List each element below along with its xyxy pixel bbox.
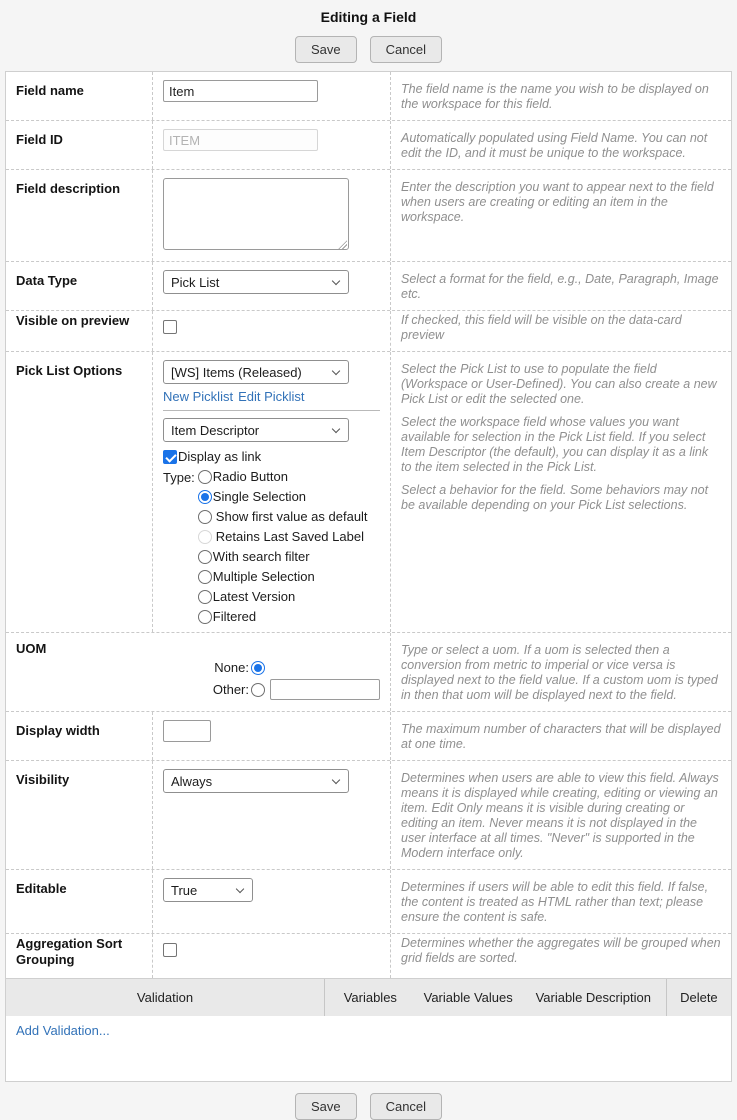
type-radio-retains-last-saved-label <box>198 530 212 544</box>
display-as-link-label: Display as link <box>178 449 262 464</box>
validation-table-body <box>6 1016 731 1081</box>
uom-none-label: None: <box>214 660 249 675</box>
aggregation-sort-grouping-checkbox[interactable] <box>163 943 177 957</box>
chevron-down-icon <box>332 367 340 375</box>
cancel-button-bottom[interactable]: Cancel <box>370 1093 442 1120</box>
uom-label: UOM <box>16 641 47 656</box>
type-radio-single-selection[interactable] <box>198 490 212 504</box>
data-type-select[interactable] <box>163 270 349 294</box>
page-title: Editing a Field <box>320 9 417 25</box>
data-type-label: Data Type <box>6 262 153 310</box>
form-row-pick-list-options <box>6 351 731 632</box>
field-name-label: Field name <box>6 72 153 120</box>
type-radio-label: Radio Button <box>212 469 288 484</box>
field-description-textarea[interactable] <box>163 178 349 250</box>
chevron-down-icon <box>332 425 340 433</box>
picklist-description-3: Select a behavior for the field. Some behaviors may not be available depending on your Pick List selections. <box>401 483 709 512</box>
visible-on-preview-description: If checked, this field will be visible on the data-card preview <box>401 313 682 342</box>
field-id-input <box>163 129 318 151</box>
descriptor-selected-value: Item Descriptor <box>171 422 260 438</box>
form-row-editable <box>6 869 731 933</box>
field-description-label: Field description <box>6 170 153 261</box>
visible-on-preview-label: Visible on preview <box>6 311 153 351</box>
type-radio-label: With search filter <box>212 549 310 564</box>
divider <box>163 410 380 411</box>
display-width-description: The maximum number of characters that will be displayed at one time. <box>401 722 721 751</box>
delete-column-header: Delete <box>666 979 731 1016</box>
type-radio-label: Single Selection <box>212 489 307 504</box>
editable-label: Editable <box>6 870 153 933</box>
type-radio-label: Latest Version <box>212 589 296 604</box>
form-row-data-type <box>6 261 731 310</box>
type-radio-with-search-filter[interactable] <box>198 550 212 564</box>
uom-none-radio[interactable] <box>251 661 265 675</box>
data-type-description: Select a format for the field, e.g., Date, Paragraph, Image etc. <box>401 272 719 301</box>
form-row-visibility <box>6 760 731 869</box>
type-radio-label: Show first value as default <box>215 509 368 524</box>
visibility-select[interactable] <box>163 769 349 793</box>
field-description-description: Enter the description you want to appear next to the field when users are creating or editing an item in the workspace. <box>401 180 714 224</box>
type-label: Type: <box>163 470 195 485</box>
validation-table-header <box>6 979 731 1016</box>
display-as-link-checkbox[interactable] <box>163 450 177 464</box>
field-name-description: The field name is the name you wish to be displayed on the workspace for this field. <box>401 82 709 111</box>
form-row-display-width <box>6 711 731 760</box>
variable-description-column-header: Variable Description <box>535 990 651 1005</box>
cancel-button-top[interactable]: Cancel <box>370 36 442 63</box>
field-id-description: Automatically populated using Field Name. You can not edit the ID, and it must be unique to the workspace. <box>401 131 708 160</box>
aggregation-sort-grouping-description: Determines whether the aggregates will be grouped when grid fields are sorted. <box>401 936 721 965</box>
field-name-input[interactable] <box>163 80 318 102</box>
type-radio-group <box>163 469 380 624</box>
uom-description: Type or select a uom. If a uom is selected then a conversion from metric to imperial or vice versa is displayed next to the field value. If a custom uom is typed in then that uom will be displayed next to the field. <box>401 643 718 702</box>
chevron-down-icon <box>332 776 340 784</box>
form-row-field-description <box>6 169 731 261</box>
editable-select[interactable] <box>163 878 253 902</box>
form-row-uom <box>6 632 731 711</box>
bottom-action-bar <box>0 1093 737 1120</box>
type-radio-filtered[interactable] <box>198 610 212 624</box>
picklist-selected-value: [WS] Items (Released) <box>171 364 302 380</box>
data-type-selected-value: Pick List <box>171 274 220 290</box>
edit-picklist-link[interactable]: Edit Picklist <box>238 389 305 404</box>
add-validation-link[interactable]: Add Validation... <box>16 1023 110 1038</box>
type-radio-multiple-selection[interactable] <box>198 570 212 584</box>
uom-other-radio[interactable] <box>251 683 265 697</box>
form-row-field-name <box>6 72 731 120</box>
type-radio-latest-version[interactable] <box>198 590 212 604</box>
type-radio-label: Filtered <box>212 609 257 624</box>
visibility-selected-value: Always <box>171 773 213 789</box>
top-action-bar <box>0 36 737 63</box>
aggregation-sort-grouping-label: Aggregation Sort Grouping <box>6 934 153 978</box>
chevron-down-icon <box>236 885 244 893</box>
variables-column-header: Variables <box>343 990 397 1005</box>
variable-values-column-header: Variable Values <box>423 990 513 1005</box>
editable-description: Determines if users will be able to edit this field. If false, the content is treated as HTML rather than text; please ensure the content is safe. <box>401 880 709 924</box>
save-button-top[interactable]: Save <box>295 36 357 63</box>
save-button-bottom[interactable]: Save <box>295 1093 357 1120</box>
uom-other-label: Other: <box>212 682 249 697</box>
validation-column-header: Validation <box>6 979 325 1016</box>
validation-table <box>6 978 731 1081</box>
picklist-select[interactable] <box>163 360 349 384</box>
field-id-label: Field ID <box>6 121 153 169</box>
new-picklist-link[interactable]: New Picklist <box>163 389 234 404</box>
display-width-input[interactable] <box>163 720 211 742</box>
form-row-field-id <box>6 120 731 169</box>
chevron-down-icon <box>332 277 340 285</box>
field-edit-form <box>5 71 732 1082</box>
picklist-description-2: Select the workspace field whose values you want available for selection in the Pick List field. If you select Item Descriptor (the default), you can display it as a link to the item selected in the Pick List. <box>401 415 709 474</box>
pick-list-options-label: Pick List Options <box>6 352 153 632</box>
editable-selected-value: True <box>171 882 198 898</box>
form-row-visible-on-preview <box>6 310 731 351</box>
descriptor-select[interactable] <box>163 418 349 442</box>
type-radio-radio-button[interactable] <box>198 470 212 484</box>
picklist-description-1: Select the Pick List to use to populate the field (Workspace or User-Defined). You can also create a new Pick List or edit the selected one. <box>401 362 717 406</box>
type-radio-label: Multiple Selection <box>212 569 315 584</box>
visible-on-preview-checkbox[interactable] <box>163 320 177 334</box>
display-width-label: Display width <box>6 712 153 760</box>
form-row-aggregation-sort-grouping <box>6 933 731 978</box>
type-radio-label: Retains Last Saved Label <box>215 529 364 544</box>
visibility-label: Visibility <box>6 761 153 869</box>
visibility-description: Determines when users are able to view this field. Always means it is displayed while creating, editing or viewing an item. Edit Only means it is visible during creating or editing an item. Never means it is not displayed in the user interface at all times. "Never" is supported in the Modern interface only. <box>401 771 719 860</box>
type-radio-show-first-value[interactable] <box>198 510 212 524</box>
uom-other-input[interactable] <box>270 679 380 700</box>
